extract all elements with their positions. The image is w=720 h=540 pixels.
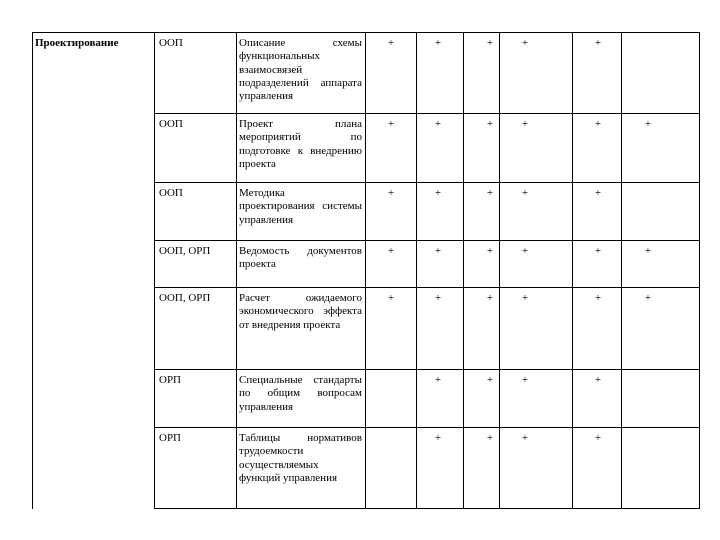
mark-cell: + [434, 118, 442, 130]
mark-cell: + [521, 37, 529, 49]
mark-cell: + [434, 374, 442, 386]
mark-cell: + [434, 187, 442, 199]
doc-description: Описание схемы функциональных взаимосвязей подразделений аппарата управления [239, 37, 362, 103]
column-divider [365, 32, 366, 509]
doc-description: Методика проектирования системы управления [239, 187, 362, 226]
column-divider [621, 32, 622, 509]
column-divider [154, 32, 155, 509]
doc-code: ОРП [159, 432, 182, 444]
row-divider [154, 240, 700, 241]
mark-cell: + [434, 432, 442, 444]
row-divider [154, 287, 700, 288]
mark-cell: + [486, 432, 494, 444]
doc-code: ООП [159, 118, 183, 130]
table-bottom-border [154, 508, 700, 509]
mark-cell: + [387, 37, 395, 49]
column-divider [572, 32, 573, 509]
doc-code: ОРП [159, 374, 182, 386]
row-divider [154, 113, 700, 114]
mark-cell: + [594, 292, 602, 304]
mark-cell: + [486, 292, 494, 304]
column-divider [463, 32, 464, 509]
mark-cell: + [387, 245, 395, 257]
mark-cell: + [387, 118, 395, 130]
section-title: Проектирование [35, 37, 119, 49]
doc-code: ООП, ОРП [159, 292, 211, 304]
mark-cell: + [486, 245, 494, 257]
mark-cell: + [644, 245, 652, 257]
mark-cell: + [387, 187, 395, 199]
row-divider [154, 182, 700, 183]
mark-cell: + [594, 245, 602, 257]
mark-cell: + [594, 187, 602, 199]
mark-cell: + [434, 245, 442, 257]
column-divider [416, 32, 417, 509]
mark-cell: + [434, 292, 442, 304]
doc-code: ООП [159, 37, 183, 49]
mark-cell: + [594, 118, 602, 130]
doc-description: Расчет ожидаемого экономического эффекта от внедрения проекта [239, 292, 362, 331]
mark-cell: + [644, 292, 652, 304]
doc-description: Проект плана мероприятий по подготовке к внедрению проекта [239, 118, 362, 170]
mark-cell: + [644, 118, 652, 130]
mark-cell: + [521, 118, 529, 130]
mark-cell: + [594, 432, 602, 444]
column-divider [499, 32, 500, 509]
mark-cell: + [521, 292, 529, 304]
mark-cell: + [434, 37, 442, 49]
mark-cell: + [486, 118, 494, 130]
mark-cell: + [521, 432, 529, 444]
mark-cell: + [521, 374, 529, 386]
mark-cell: + [594, 374, 602, 386]
doc-description: Ведомость документов проекта [239, 245, 362, 271]
mark-cell: + [521, 187, 529, 199]
mark-cell: + [594, 37, 602, 49]
table-right-border [699, 32, 700, 509]
row-divider [154, 369, 700, 370]
row-divider [154, 427, 700, 428]
mark-cell: + [486, 187, 494, 199]
mark-cell: + [486, 374, 494, 386]
column-divider [236, 32, 237, 509]
doc-description: Специальные стандарты по общим вопросам управления [239, 374, 362, 413]
table-left-border [32, 32, 33, 509]
doc-code: ООП, ОРП [159, 245, 211, 257]
mark-cell: + [387, 292, 395, 304]
mark-cell: + [486, 37, 494, 49]
doc-code: ООП [159, 187, 183, 199]
doc-description: Таблицы нормативов трудоемкости осуществляемых функций управления [239, 432, 362, 484]
mark-cell: + [521, 245, 529, 257]
